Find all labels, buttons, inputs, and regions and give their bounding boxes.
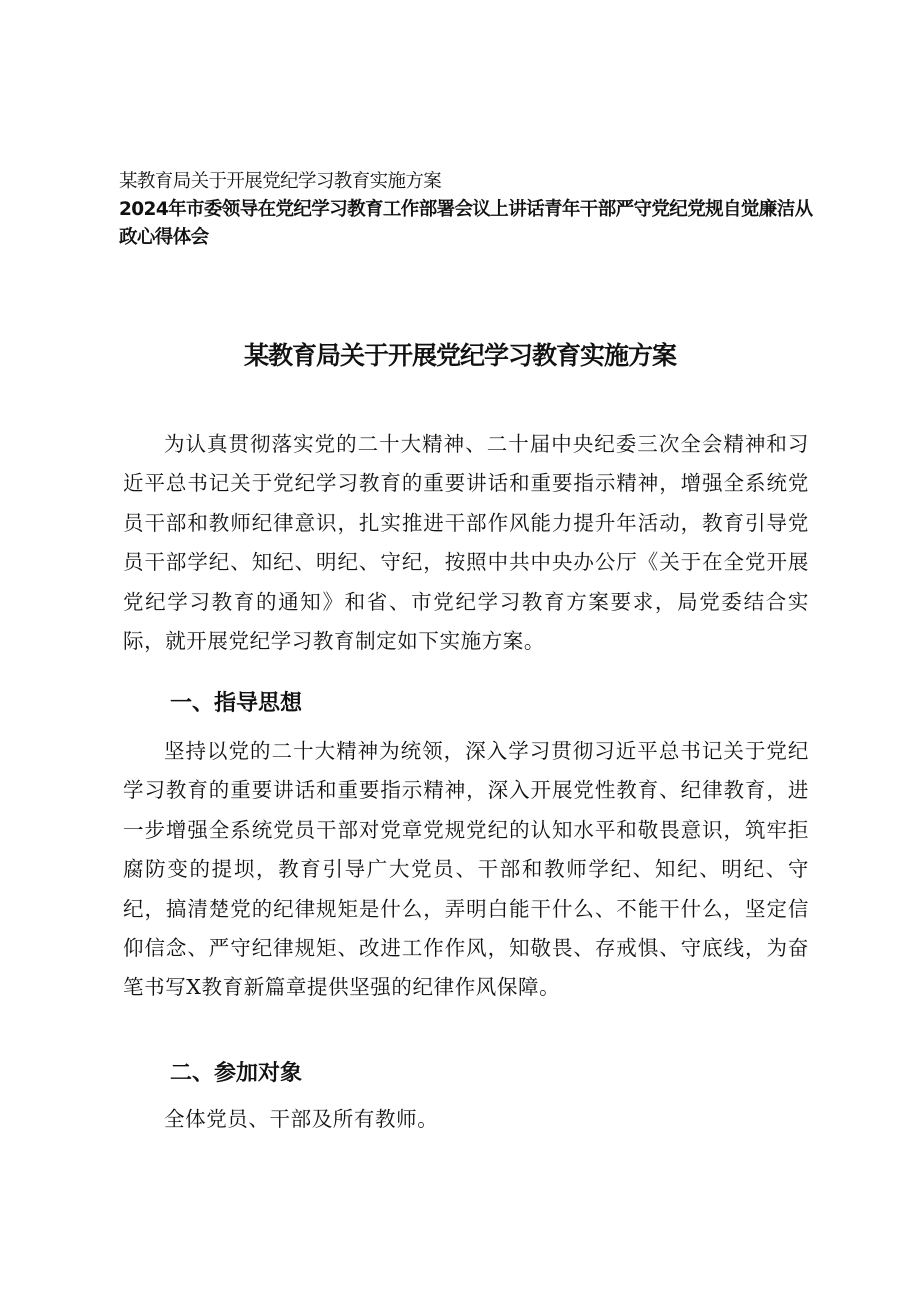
section-heading-guiding-ideology: 一、指导思想 <box>170 691 303 716</box>
section-heading-participants: 二、参加对象 <box>170 1061 303 1086</box>
toc-item-leader-speech[interactable]: 2024年市委领导在党纪学习教育工作部署会议上讲话青年干部严守党纪党规自觉廉洁从政心得体会 <box>119 199 813 248</box>
section-body-guiding-ideology: 坚持以党的二十大精神为统领，深入学习贯彻习近平总书记关于党纪学习教育的重要讲话和重要指示精神，深入开展党性教育、纪律教育，进一步增强全系统党员干部对党章党规党纪的认知水平和敬畏意识，筑牢拒腐防变的提坝，教育引导广大党员、干部和教师学纪、知纪、明纪、守纪，搞清楚党的纪律规矩是什么，弄明白能干什么、不能干什么，坚定信仰信念、严守纪律规矩、改进工作作风，知敬畏、存戒惧、守底线，为奋笔书写X教育新篇章提供坚强的纪律作风保障。 <box>123 739 809 1000</box>
toc-item-implementation-plan[interactable]: 某教育局关于开展党纪学习教育实施方案 <box>119 171 442 192</box>
section-body-participants: 全体党员、干部及所有教师。 <box>164 1107 439 1131</box>
intro-paragraph: 为认真贯彻落实党的二十大精神、二十届中央纪委三次全会精神和习近平总书记关于党纪学习教育的重要讲话和重要指示精神，增强全系统党员干部和教师纪律意识，扎实推进干部作风能力提升年活动，教育引导党员干部学纪、知纪、明纪、守纪，按照中共中央办公厅《关于在全党开展党纪学习教育的通知》和省、市党纪学习教育方案要求，局党委结合实际，就开展党纪学习教育制定如下实施方案。 <box>123 432 809 654</box>
document-title: 某教育局关于开展党纪学习教育实施方案 <box>243 341 676 370</box>
table-of-contents <box>119 168 819 252</box>
